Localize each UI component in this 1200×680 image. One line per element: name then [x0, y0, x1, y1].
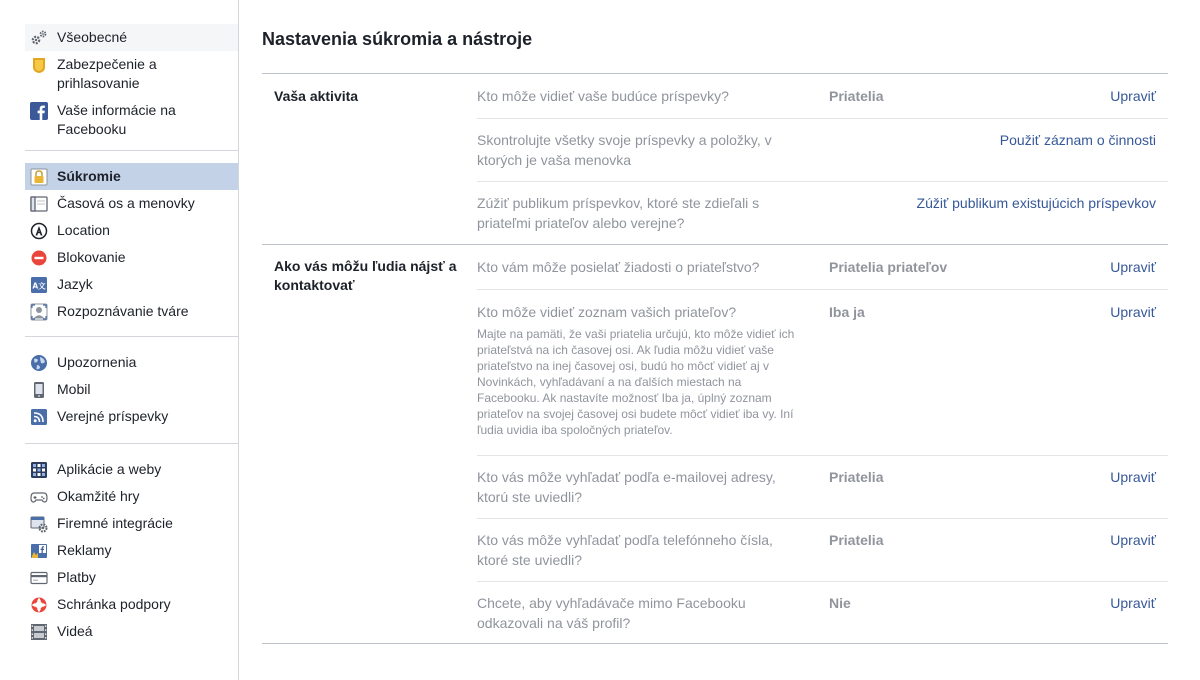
lock-icon — [30, 168, 48, 186]
sidebar-group-privacy — [25, 163, 238, 325]
setting-question: Kto môže vidieť vaše budúce príspevky? — [477, 88, 729, 104]
sidebar-item-apps-websites[interactable] — [25, 456, 238, 483]
apps-icon — [30, 461, 48, 479]
block-icon — [30, 249, 48, 267]
setting-question: Skontrolujte všetky svoje príspevky a položky, v ktorých je vaša menovka — [477, 132, 772, 168]
sidebar-item-label: Mobil — [57, 381, 91, 397]
sidebar-item-mobile[interactable] — [25, 376, 238, 403]
setting-value: Priatelia — [829, 532, 884, 548]
sidebar-item-ads[interactable] — [25, 537, 238, 564]
page-title: Nastavenia súkromia a nástroje — [262, 29, 533, 49]
film-icon — [30, 623, 48, 641]
sidebar-item-label: Aplikácie a weby — [57, 461, 162, 477]
gears-icon — [30, 29, 48, 47]
sidebar-item-blocking[interactable] — [25, 244, 238, 271]
sidebar-item-label: Location — [57, 222, 110, 238]
sidebar-item-label: Platby — [57, 569, 96, 585]
sidebar-item-location[interactable] — [25, 217, 238, 244]
setting-row-limit-past-posts — [477, 182, 1168, 244]
setting-row-email-lookup — [477, 456, 1168, 518]
sidebar-item-public-posts[interactable] — [25, 403, 238, 430]
edit-link[interactable]: Upraviť — [1110, 532, 1156, 548]
limit-past-posts-link[interactable]: Zúžiť publikum existujúcich príspevkov — [916, 195, 1156, 211]
setting-value: Priatelia — [829, 88, 884, 104]
sidebar-item-security[interactable] — [25, 51, 238, 97]
setting-note: Majte na pamäti, že vaši priatelia určujú, kto môže vidieť ich priateľstvá na ich časovej osi. Ak ľudia môžu vidieť vaše priateľstvo na inej časovej osi, budú ho môcť vidieť aj v Novinkách, vyhľadávaní a na ďalších miestach na Facebooku. Ak nastavíte možnosť Iba ja, úplný zoznam priateľov na svojej časovej osi budete môcť vidieť iba vy. Iní ľudia uvidia iba spoločných priateľov. — [477, 327, 795, 437]
sidebar-item-label: Zabezpečenie a prihlasovanie — [57, 56, 157, 91]
section-title: Ako vás môžu ľudia nájsť a kontaktovať — [274, 258, 457, 293]
sidebar-item-business-integrations[interactable] — [25, 510, 238, 537]
setting-value: Priatelia priateľov — [829, 259, 948, 275]
section-bottom-border — [262, 643, 1168, 644]
setting-value: Priatelia — [829, 469, 884, 485]
sidebar-group-account — [25, 24, 238, 143]
sidebar-item-payments[interactable] — [25, 564, 238, 591]
sidebar-item-label: Firemné integrácie — [57, 515, 173, 531]
business-integrations-icon — [30, 515, 48, 533]
setting-row-review-posts — [477, 119, 1168, 181]
edit-link[interactable]: Upraviť — [1110, 259, 1156, 275]
location-icon — [30, 222, 48, 240]
edit-link[interactable]: Upraviť — [1110, 304, 1156, 320]
sidebar-divider — [25, 336, 238, 337]
svg-text:A文: A文 — [32, 281, 46, 291]
language-icon — [30, 276, 48, 294]
edit-link[interactable]: Upraviť — [1110, 88, 1156, 104]
settings-sidebar — [0, 0, 239, 680]
section-find-contact — [262, 244, 1168, 644]
setting-question: Zúžiť publikum príspevkov, ktoré ste zdieľali s priateľmi priateľov alebo verejne? — [477, 195, 760, 231]
setting-row-search-engines — [477, 582, 1168, 644]
edit-link[interactable]: Upraviť — [1110, 595, 1156, 611]
rss-icon — [30, 408, 48, 426]
sidebar-item-face-recognition[interactable] — [25, 298, 238, 325]
sidebar-item-support-inbox[interactable] — [25, 591, 238, 618]
sidebar-item-label: Verejné príspevky — [57, 408, 169, 424]
sidebar-item-privacy[interactable] — [25, 163, 238, 190]
sidebar-item-facebook-info[interactable] — [25, 97, 238, 143]
sidebar-item-label: Schránka podpory — [57, 596, 171, 612]
setting-row-friends-list — [477, 290, 1168, 455]
sidebar-item-language[interactable] — [25, 271, 238, 298]
sidebar-group-notifications — [25, 349, 238, 430]
sidebar-item-label: Súkromie — [57, 168, 121, 184]
sidebar-item-label: Časová os a menovky — [57, 195, 195, 211]
sidebar-item-label: Blokovanie — [57, 249, 126, 265]
sidebar-item-label: Reklamy — [57, 542, 112, 558]
sidebar-item-timeline-tagging[interactable] — [25, 190, 238, 217]
sidebar-item-label: Okamžité hry — [57, 488, 140, 504]
use-activity-log-link[interactable]: Použiť záznam o činnosti — [999, 132, 1156, 148]
sidebar-item-label: Jazyk — [57, 276, 93, 292]
sidebar-item-general[interactable] — [25, 24, 238, 51]
ads-icon — [30, 542, 48, 560]
face-recognition-icon — [30, 303, 48, 321]
facebook-icon — [30, 102, 48, 120]
sidebar-item-videos[interactable] — [25, 618, 238, 645]
setting-question: Kto vám môže posielať žiadosti o priateľstvo? — [477, 259, 760, 275]
sidebar-item-label: Všeobecné — [57, 29, 128, 45]
setting-question: Kto vás môže vyhľadať podľa telefónneho čísla, ktoré ste uviedli? — [477, 532, 773, 568]
sidebar-item-label: Upozornenia — [57, 354, 137, 370]
credit-card-icon — [30, 569, 48, 587]
sidebar-item-label: Videá — [57, 623, 93, 639]
mobile-icon — [30, 381, 48, 399]
sidebar-divider — [25, 150, 238, 151]
setting-value: Iba ja — [829, 304, 865, 320]
setting-question: Chcete, aby vyhľadávače mimo Facebooku odkazovali na váš profil? — [477, 595, 746, 631]
section-your-activity — [262, 73, 1168, 244]
sidebar-item-instant-games[interactable] — [25, 483, 238, 510]
sidebar-item-label: Rozpoznávanie tváre — [57, 303, 189, 319]
setting-value: Nie — [829, 595, 851, 611]
edit-link[interactable]: Upraviť — [1110, 469, 1156, 485]
setting-question: Kto vás môže vyhľadať podľa e-mailovej adresy, ktorú ste uviedli? — [477, 469, 776, 505]
setting-question: Kto môže vidieť zoznam vašich priateľov? — [477, 304, 737, 320]
setting-row-friend-requests — [477, 245, 1168, 289]
lifebuoy-icon — [30, 596, 48, 614]
sidebar-item-notifications[interactable] — [25, 349, 238, 376]
gamepad-icon — [30, 488, 48, 506]
timeline-icon — [30, 195, 48, 213]
sidebar-group-apps — [25, 456, 238, 645]
sidebar-item-label: Vaše informácie na Facebooku — [57, 102, 176, 137]
setting-row-phone-lookup — [477, 519, 1168, 581]
sidebar-divider — [25, 443, 238, 444]
setting-row-future-posts — [477, 74, 1168, 118]
globe-icon — [30, 354, 48, 372]
section-title: Vaša aktivita — [274, 88, 359, 104]
shield-badge-icon — [30, 56, 48, 74]
